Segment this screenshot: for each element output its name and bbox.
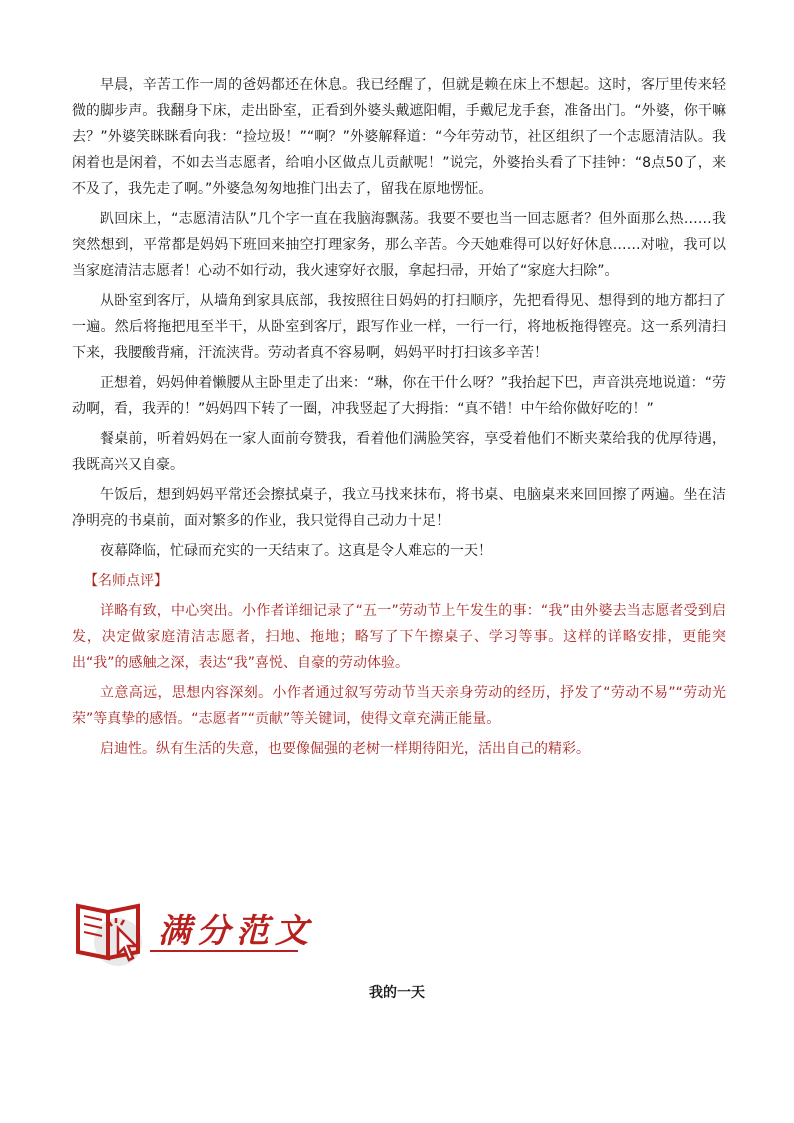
essay-paragraph-3: 从卧室到客厅，从墙角到家具底部，我按照往日妈妈的打扫顺序，先把看得见、想得到的地方都扫了一遍。然后将拖把甩至半干，从卧室到客厅，跟写作业一样，一行一行，将地板拖得铿亮。这一系列清扫下来，我腰酸背痛，汗流浃背。劳动者真不容易啊，妈妈平时打扫该多辛苦！: [72, 293, 726, 361]
essay-paragraph-2: 趴回床上，“志愿清洁队”几个字一直在我脑海飘荡。我要不要也当一回志愿者？但外面那么热……我突然想到，平常都是妈妈下班回来抽空打理家务，那么辛苦。今天她难得可以好好休息……对啦，我可以当家庭清洁志愿者！心动不如行动，我火速穿好衣服，拿起扫帚，开始了“家庭大扫除”。: [72, 211, 726, 279]
essay-paragraph-5: 餐桌前，听着妈妈在一家人面前夸赞我，看着他们满脸笑容，享受着他们不断夹菜给我的优厚待遇，我既高兴又自豪。: [72, 431, 726, 473]
essay-paragraph-4: 正想着，妈妈伸着懒腰从主卧里走了出来：“琳，你在干什么呀？”我抬起下巴，声音洪亮地说道：“劳动啊，看，我弄的！”妈妈四下转了一圈，冲我竖起了大拇指：“真不错！中午给你做好吃的！”: [72, 375, 726, 417]
essay-body: [72, 72, 726, 766]
banner-title: 满分范文: [158, 911, 314, 950]
essay-paragraph-1: 早晨，辛苦工作一周的爸妈都还在休息。我已经醒了，但就是赖在床上不想起。这时，客厅里传来轻微的脚步声。我翻身下床，走出卧室，正看到外婆头戴遮阳帽，手戴尼龙手套，准备出门。“外婆，你干嘛去？”外婆笑眯眯看向我：“捡垃圾！”“啊？”外婆解释道：“今年劳动节，社区组织了一个志愿清洁队。我闲着也是闲着，不如去当志愿者，给咱小区做点儿贡献呢！”说完，外婆抬头看了下挂钟：“8点50了，来不及了，我先走了啊。”外婆急匆匆地推门出去了，留我在原地愣怔。: [72, 77, 726, 197]
comment-paragraph-2: 立意高远，思想内容深刻。小作者通过叙写劳动节当天亲身劳动的经历，抒发了“劳动不易”“劳动光荣”等真挚的感悟。“志愿者”“贡献”等关键词，使得文章充满正能量。: [72, 685, 726, 727]
open-book-cursor-icon: [72, 898, 152, 970]
comment-heading: 【名师点评】: [84, 573, 168, 589]
article-title: 我的一天: [369, 985, 425, 1001]
banner-underline: [150, 950, 298, 952]
comment-paragraph-3: 启迪性。纵有生活的失意，也要像倔强的老树一样期待阳光，活出自己的精彩。: [100, 741, 590, 757]
essay-paragraph-6: 午饭后，想到妈妈平常还会擦拭桌子，我立马找来抹布，将书桌、电脑桌来来回回擦了两遍。坐在洁净明亮的书桌前，面对繁多的作业，我只觉得自己动力十足！: [72, 487, 726, 529]
comment-paragraph-1: 详略有致，中心突出。小作者详细记录了“五一”劳动节上午发生的事：“我”由外婆去当志愿者受到启发，决定做家庭清洁志愿者，扫地、拖地；略写了下午擦桌子、学习等事。这样的详略安排，更能突出“我”的感触之深，表达“我”喜悦、自豪的劳动体验。: [72, 603, 726, 671]
essay-paragraph-7: 夜幕降临，忙碌而充实的一天结束了。这真是令人难忘的一天！: [100, 543, 492, 559]
